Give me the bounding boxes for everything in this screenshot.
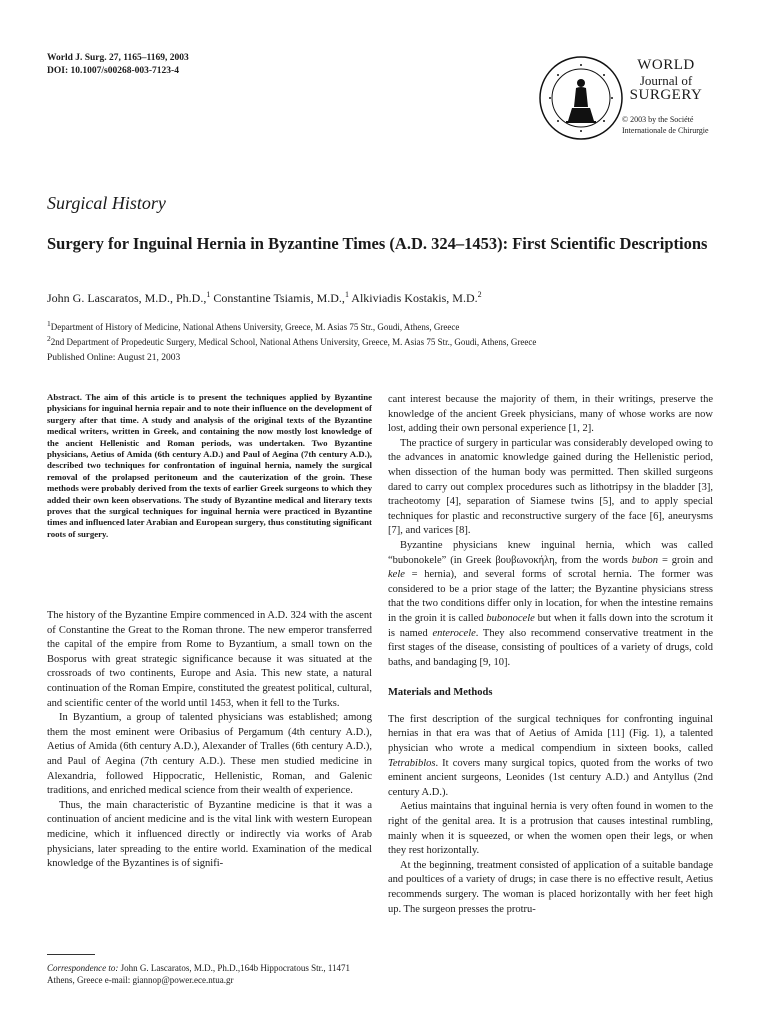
text-run: Byzantine physicians knew inguinal hernia, which was called “bubonokele” (in Greek βουβωνοκήλη, from the words — [388, 539, 713, 566]
footnote-divider — [47, 954, 95, 955]
published-date: Published Online: August 21, 2003 — [47, 353, 181, 363]
affiliation-1 — [47, 318, 727, 333]
author-1-affiliation: 1 — [206, 290, 211, 299]
journal-copyright — [622, 114, 722, 136]
journal-logo — [538, 55, 710, 145]
journal-copyright-line-1: © 2003 by the Société — [622, 115, 694, 124]
paragraph — [388, 539, 713, 670]
author-1: John G. Lascaratos, M.D., Ph.D., — [47, 291, 207, 305]
journal-copyright-line-2: Internationale de Chirurgie — [622, 126, 709, 135]
journal-name-line-1: WORLD — [637, 57, 695, 73]
text-run: The first description of the surgical techniques for confronting inguinal hernias in that era was that of Aetius of Amida [11] (Fig. 1), a talented physician who wrote a medical compendium in sixteen books, called — [388, 713, 713, 755]
affiliation-1-text: Department of History of Medicine, National Athens University, Greece, M. Asias 75 Str., Goudi, Athens, Greece — [50, 322, 460, 332]
text-run: . It covers many surgical topics, quoted from the works of two eminent ancient surgeons, Leonides (1st century A.D.) and Antyllus (2nd century A.D.). — [388, 757, 713, 798]
paragraph: Thus, the main characteristic of Byzantine medicine is that it was a continuation of ancient medicine and is the vital link with western European medicine, which it influenced directly or indirectly via works of Arab physicians, later spreading to the entire world. Examination of the medical knowledge of the Byzantines is of signifi- — [47, 799, 372, 870]
paragraph: The history of the Byzantine Empire commenced in A.D. 324 with the ascent of Constantine the Great to the Roman throne. The new emperor transferred the capital of the empire from Rome to Byzantium, a small town on the Bosporus with great strategic significance because it was situated at the crossroads of two continents, Europe and Asia. This new state, a natural continuation of the Roman Empire, constituted the greatest political, cultural, and scientific center of the world until 1453, when it fell to the Turks. — [47, 610, 372, 709]
italic-term: bubon — [631, 554, 659, 566]
author-list — [47, 290, 482, 306]
left-column — [47, 609, 372, 872]
paragraph: The practice of surgery in particular was considerably developed owing to the advances in anatomic knowledge gained during the Hellenistic period, when dissection of the human body was permitted. Then skilled surgeons dared to carry out complex procedures such as lithotripsy in the bladder [3], tracheotomy [4], separation of Siamese twins [5], and to apply special techniques for plastic and reconstructive surgery of the face [6], aneurysms [7], and varices [8]. — [388, 437, 713, 537]
paragraph — [388, 713, 713, 801]
affiliation-2-text: 2nd Department of Propedeutic Surgery, Medical School, National Athens University, Greece, M. Asias 75 Str., Goudi, Athens, Greece — [50, 337, 537, 347]
journal-name-line-3: SURGERY — [629, 87, 703, 103]
text-run: = hernia), and several forms of scrotal hernia. The former was considered to be a prior stage of the latter; the Byzantine physicians stress that the two conditions differ only in location, for when the intestine remains in the groin it is called — [388, 569, 713, 624]
italic-term: bubonocele — [486, 612, 535, 624]
materials-methods-heading: Materials and Methods — [388, 687, 493, 699]
text-run: but when it falls down into the scrotum it is named — [388, 612, 714, 639]
right-column — [388, 393, 713, 917]
paragraph: Aetius maintains that inguinal hernia is very often found in women to the right of the genital area. It is a protrusion that causes intestinal rumbling, mainly when it is squeezed, or when the women open their legs, or when they rest horizontally. — [388, 801, 713, 857]
correspondence-note — [47, 962, 372, 986]
journal-seal-icon — [538, 55, 624, 141]
citation — [47, 52, 189, 78]
text-run: . They also recommend conservative treatment in the first stages of the disease, consisting of poultices of a variety of drugs, cold baths, and bandaging [9, 10]. — [388, 627, 713, 668]
author-3-affiliation: 2 — [477, 290, 482, 299]
paragraph: cant interest because the majority of them, in their writings, preserve the knowledge of the ancient Greek physicians, many of whose works are now lost, adding their own personal experience [1, 2]. — [388, 394, 713, 435]
affiliation-2 — [47, 333, 727, 348]
citation-line-1: World J. Surg. 27, 1165–1169, 2003 — [47, 53, 189, 63]
author-3: Alkiviadis Kostakis, M.D. — [348, 291, 478, 305]
section-heading: Surgical History — [47, 193, 166, 213]
citation-line-2: DOI: 10.1007/s00268-003-7123-4 — [47, 66, 179, 76]
journal-name-line-2: Journal of — [639, 73, 693, 88]
correspondence-label: Correspondence to: — [47, 963, 119, 973]
journal-name — [616, 58, 716, 103]
italic-term: kele — [388, 569, 405, 581]
correspondence-text: John G. Lascaratos, M.D., Ph.D.,164b Hippocratous Str., 11471 Athens, Greece e-mail: giannop@power.ece.ntua.gr — [47, 963, 351, 985]
paragraph: In Byzantium, a group of talented physicians was established; among them the most eminent were Oribasius of Pergamum (4th century A.D.), Aetius of Amida (6th century A.D.), Alexander of Tralles (6th century A.D.), and Paul of Aegina (7th century A.D.). These men studied medicine in Alexandria, followed Hippocratic, Hellenistic, Roman, and Galenic traditions, and enriched medical science from their wealth of experience. — [47, 712, 372, 797]
article-title: Surgery for Inguinal Hernia in Byzantine Times (A.D. 324–1453): First Scientific Descriptions — [47, 234, 708, 253]
italic-term: enterocele — [432, 627, 476, 639]
abstract: Abstract. The aim of this article is to present the techniques applied by Byzantine physicians for inguinal hernia repair and to note their influence on the development of surgery after that time. A study and analysis of the original texts of the Byzantine medical writers, written in Greek, and containing the now mostly lost knowledge of the ancient Hellenistic and Roman periods, was undertaken. Two Byzantine physicians, Aetius of Amida (6th century A.D.) and Paul of Aegina (7th century A.D.), described two techniques for confrontation of inguinal hernia, namely the surgical removal of the prolapsed peritoneum and the cauterization of the groin. These methods were probably derived from the texts of earlier Greek surgeons to which they added their own keen observations. The study of Byzantine medical and literary texts proves that the surgical techniques for inguinal hernia were practiced in Byzantine times and influenced later Arabian and European surgery, thus constituting significant roots of surgery. — [47, 392, 372, 539]
author-2-affiliation: 1 — [344, 290, 349, 299]
italic-term: Tetrabiblos — [388, 757, 436, 769]
paragraph: At the beginning, treatment consisted of application of a suitable bandage and poultices of a variety of drugs; in case there is no effective result, Aetius recommends surgery. The woman is placed horizontally with her feet high up. The surgeon presses the protru- — [388, 859, 713, 915]
affiliation-2-number: 2 — [47, 334, 51, 343]
affiliation-1-number: 1 — [47, 319, 51, 328]
affiliations — [47, 318, 727, 348]
text-run: = groin and — [658, 554, 714, 566]
author-2: Constantine Tsiamis, M.D., — [210, 291, 345, 305]
